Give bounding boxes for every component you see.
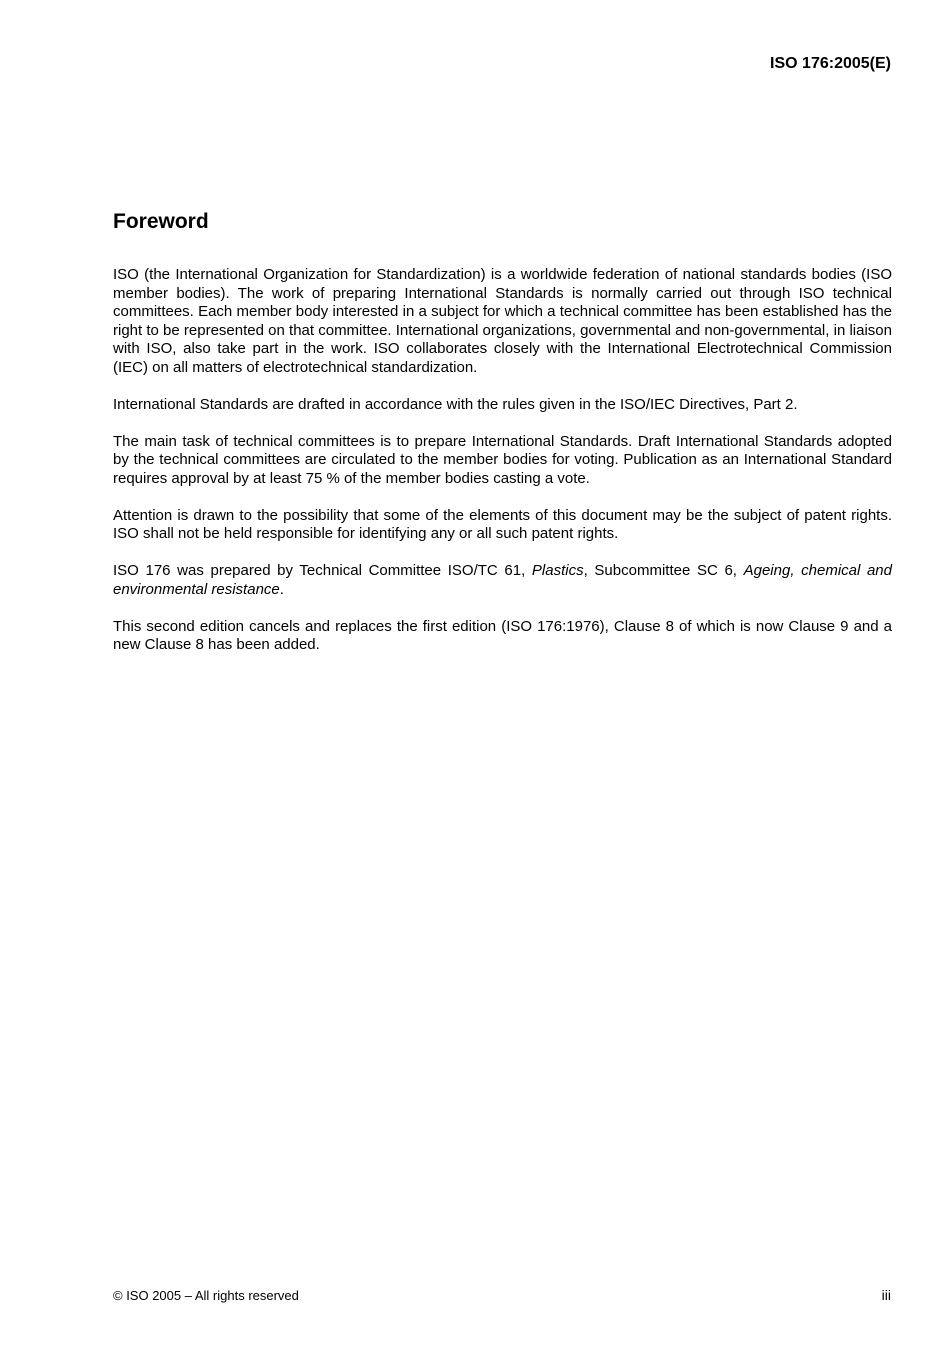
paragraph-patent-rights: Attention is drawn to the possibility that some of the elements of this document may be the subject of patent rights. ISO shall not be held responsible for identifying any or all such patent rights.	[113, 506, 892, 542]
paragraph-edition-note: This second edition cancels and replaces the first edition (ISO 176:1976), Clause 8 of which is now Clause 9 and a new Clause 8 has been added.	[113, 617, 892, 653]
prepared-by-text-2: , Subcommittee SC 6,	[583, 562, 744, 579]
paragraph-prepared-by	[113, 562, 892, 599]
paragraph-technical-committees: The main task of technical committees is to prepare International Standards. Draft International Standards adopted by the technical committees are circulated to the member bodies for voting. Publication as an International Standard requires approval by at least 75 % of the member bodies casting a vote.	[113, 432, 892, 487]
copyright-notice: © ISO 2005 – All rights reserved	[113, 1288, 299, 1303]
paragraph-directives: International Standards are drafted in accordance with the rules given in the ISO/IEC Directives, Part 2.	[113, 395, 798, 413]
committee-name-plastics: Plastics	[531, 562, 584, 579]
page-title: Foreword	[113, 210, 209, 233]
subcommittee-name: Ageing, chemical and environmental resistance	[113, 562, 892, 598]
prepared-by-text-3: .	[279, 580, 284, 598]
foreword-section	[113, 208, 892, 673]
prepared-by-text-1: ISO 176 was prepared by Technical Committee ISO/TC 61,	[113, 562, 532, 579]
page-number: iii	[881, 1287, 891, 1303]
paragraph-iso-overview: ISO (the International Organization for Standardization) is a worldwide federation of national standards bodies (ISO member bodies). The work of preparing International Standards is normally carried out through ISO technical committees. Each member body interested in a subject for which a technical committee has been established has the right to be represented on that committee. International organizations, governmental and non-governmental, in liaison with ISO, also take part in the work. ISO collaborates closely with the International Electrotechnical Commission (IEC) on all matters of electrotechnical standardization.	[113, 266, 892, 376]
document-reference: ISO 176:2005(E)	[770, 55, 891, 72]
